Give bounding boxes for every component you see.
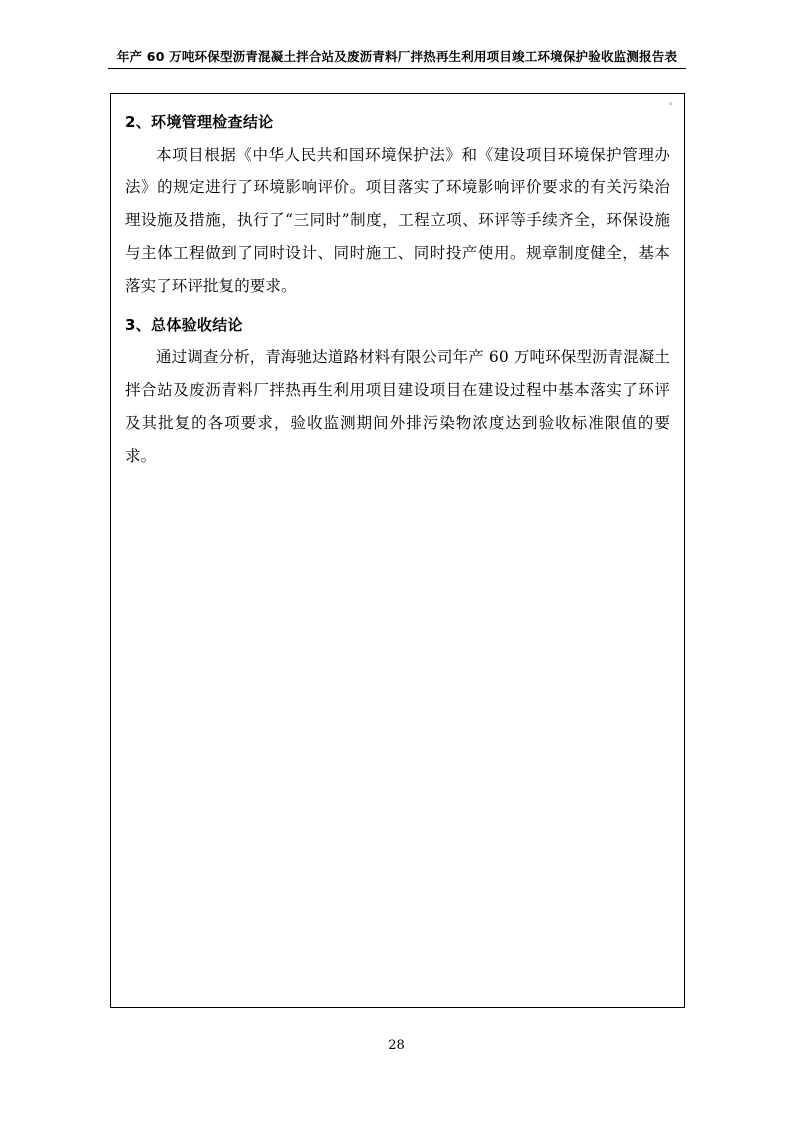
- stray-mark: 。: [668, 97, 678, 107]
- section-heading-overall-acceptance: 3、总体验收结论: [125, 315, 243, 334]
- running-header: [108, 46, 686, 69]
- page-number: 28: [388, 1038, 405, 1053]
- paragraph-overall-acceptance-1: 通过调查分析，青海驰达道路材料有限公司年产 60 万吨环保型沥青混凝土拌合站及废沥青料厂拌热再生利用项目建设项目在建设过程中基本落实了环评及其批复的各项要求，验收监测期间外排污染物浓度达到验收标准限值的要求。: [125, 348, 670, 465]
- running-header-text: 年产 60 万吨环保型沥青混凝土拌合站及废沥青料厂拌热再生利用项目竣工环境保护验收监测报告表: [116, 49, 678, 64]
- content-frame: [110, 93, 685, 1008]
- paragraph-environmental-management-1: 本项目根据《中华人民共和国环境保护法》和《建设项目环境保护管理办法》的规定进行了环境影响评价。项目落实了环境影响评价要求的有关污染治理设施及措施，执行了“三同时”制度，工程立项、环评等手续齐全，环保设施与主体工程做到了同时设计、同时施工、同时投产使用。规章制度健全，基本落实了环评批复的要求。: [125, 145, 670, 295]
- section-heading-environmental-management: 2、环境管理检查结论: [125, 113, 274, 131]
- header-divider: [108, 68, 686, 69]
